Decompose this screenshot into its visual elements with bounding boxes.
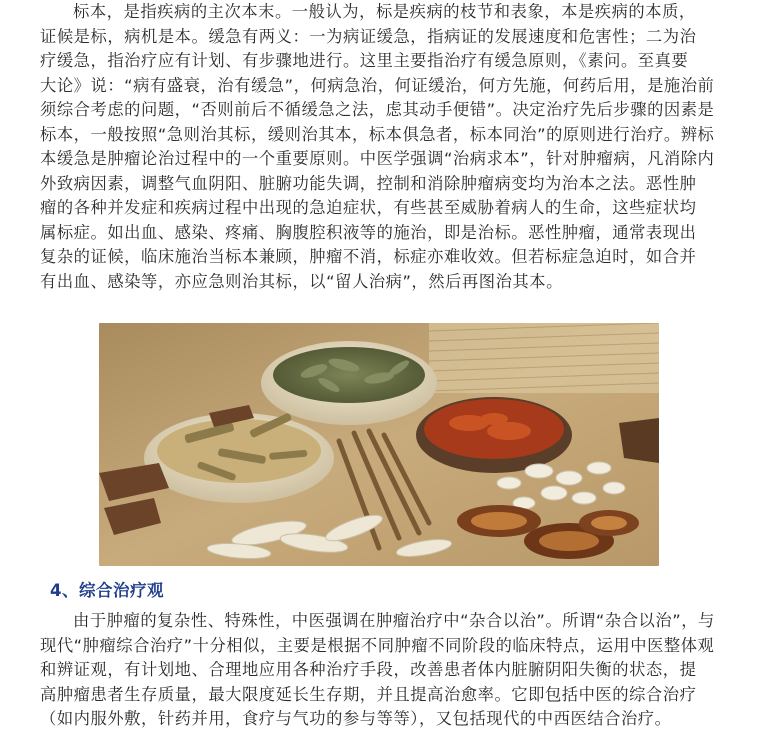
paragraph-line: （如内服外敷，针药并用，食疗与气功的参与等等），又包括现代的中西医结合治疗。 — [40, 709, 672, 728]
paragraph-line: 和辨证观，有计划地、合理地应用各种治疗手段，改善患者体内脏腑阴阳失衡的状态，提 — [40, 660, 697, 679]
article-paragraph-2 — [40, 609, 730, 732]
paragraph-line: 证候是标，病机是本。缓急有两义：一为病证缓急，指病证的发展速度和危害性；二为治 — [40, 26, 697, 46]
article-paragraph-1 — [40, 0, 730, 294]
paragraph-line: 外致病因素，调整气血阴阳、脏腑功能失调，控制和消除肿瘤病变均为治本之法。恶性肿 — [40, 173, 697, 193]
paragraph-line: 有出血、感染等，亦应急则治其标，以“留人治病”，然后再图治其本。 — [40, 271, 563, 291]
paragraph-line: 标本，是指疾病的主次本末。一般认为，标是疾病的枝节和表象，本是疾病的本质， — [73, 2, 696, 21]
paragraph-line: 现代“肿瘤综合治疗”十分相似，主要是根据不同肿瘤不同阶段的临床特点，运用中医整体观 — [40, 635, 715, 655]
paragraph-line: 由于肿瘤的复杂性、特殊性，中医强调在肿瘤治疗中“杂合以治”。所谓“杂合以治”，与 — [73, 611, 715, 630]
paragraph-line: 疗缓急，指治疗应有计划、有步骤地进行。这里主要指治疗有缓急原则，《素问。至真要 — [40, 51, 689, 70]
paragraph-line: 高肿瘤患者生存质量，最大限度延长生存期，并且提高治愈率。它即包括中医的综合治疗 — [40, 684, 697, 704]
paragraph-line: 大论》说：“病有盛衰，治有缓急”，何病急治，何证缓治，何方先施，何药后用，是施治前 — [40, 75, 715, 95]
paragraph-line: 标本，一般按照“急则治其标，缓则治其本，标本俱急者，标本同治”的原则进行治疗。辨标 — [40, 124, 715, 144]
herbal-medicine-photo — [99, 323, 659, 566]
paragraph-line: 复杂的证候，临床施治当标本兼顾，肿瘤不消，标症亦难收效。但若标症急迫时，如合并 — [40, 247, 697, 266]
paragraph-line: 瘤的各种并发症和疾病过程中出现的急迫症状，有些甚至威胁着病人的生命，这些症状均 — [40, 198, 697, 217]
paragraph-line: 本缓急是肿瘤论治过程中的一个重要原则。中医学强调“治病求本”，针对肿瘤病，凡消除内 — [40, 149, 715, 168]
section-heading: 4、综合治疗观 — [50, 581, 164, 600]
paragraph-line: 须综合考虑的问题，“否则前后不循缓急之法，虑其动手便错”。决定治疗先后步骤的因素是 — [40, 100, 715, 119]
paragraph-line: 属标症。如出血、感染、疼痛、胸腹腔积液等的施治，即是治标。恶性肿瘤，通常表现出 — [40, 222, 697, 242]
